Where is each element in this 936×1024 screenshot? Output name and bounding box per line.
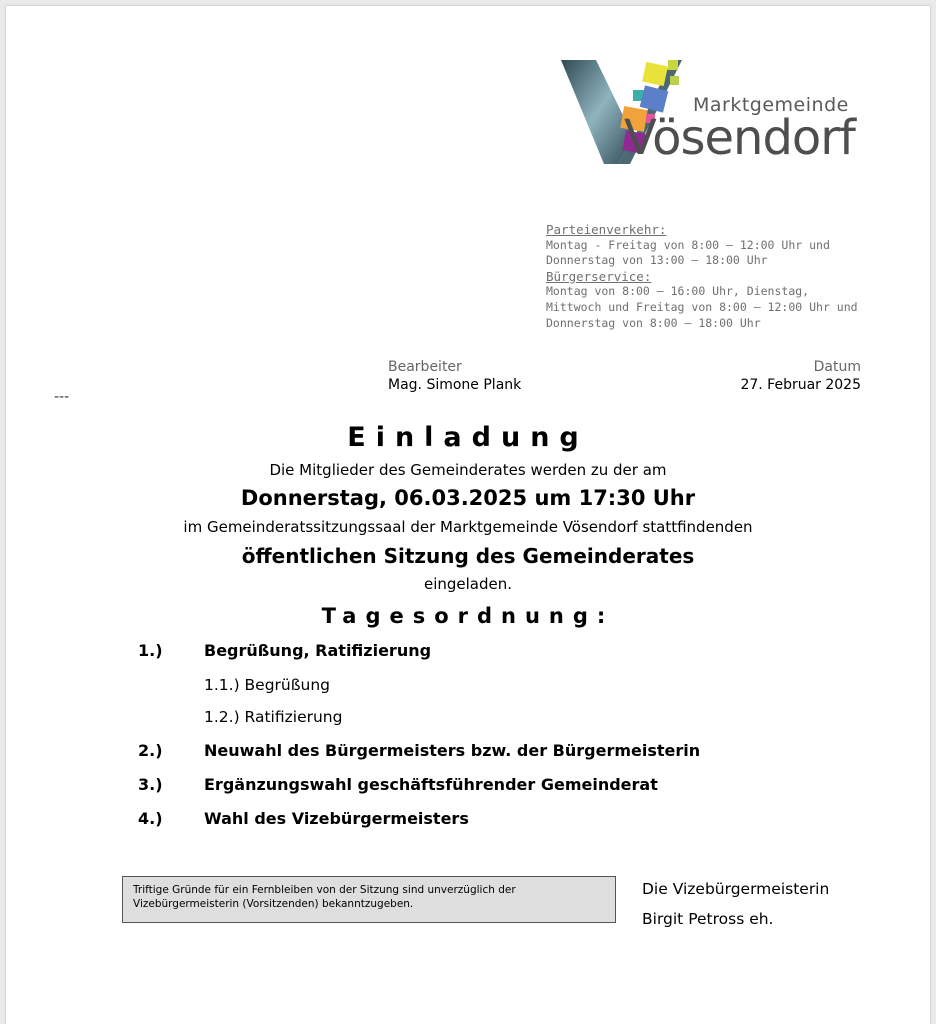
agenda-item-number: 2.)	[138, 741, 163, 760]
session-date-time: Donnerstag, 06.03.2025 um 17:30 Uhr	[240, 486, 696, 510]
parteienverkehr-line: Donnerstag von 13:00 – 18:00 Uhr	[546, 253, 768, 268]
bearbeiter-label: Bearbeiter	[388, 359, 462, 375]
parteienverkehr-line: Montag - Freitag von 8:00 – 12:00 Uhr und	[546, 237, 830, 252]
signature-name: Birgit Petross eh.	[642, 910, 774, 928]
buergerservice-line: Montag von 8:00 – 16:00 Uhr, Dienstag,	[546, 284, 810, 299]
parteienverkehr-heading: Parteienverkehr:	[546, 222, 667, 237]
invitation-intro: Die Mitglieder des Gemeinderates werden zu der am	[269, 461, 667, 479]
signature-block	[642, 874, 829, 934]
notice-line: Triftige Gründe für ein Fernbleiben von der Sitzung sind unverzüglich der	[133, 884, 516, 896]
office-hours-block	[546, 222, 858, 331]
logo-municipality-label: Marktgemeinde	[693, 94, 849, 116]
agenda-subitem: 1.2.) Ratifizierung	[204, 708, 343, 726]
datum-value: 27. Februar 2025	[740, 377, 861, 393]
session-location: im Gemeinderatssitzungssaal der Marktgemeinde Vösendorf stattfindenden	[183, 518, 753, 536]
invitation-title: Einladung	[347, 422, 589, 453]
separator-dashes: ---	[54, 389, 70, 405]
agenda-item-label: Ergänzungswahl geschäftsführender Gemeinderat	[204, 775, 658, 794]
buergerservice-heading: Bürgerservice:	[546, 268, 652, 284]
agenda-item-number: 3.)	[138, 775, 163, 794]
agenda-item	[138, 809, 469, 828]
agenda-title: Tagesordnung:	[321, 604, 615, 628]
invitation-closing: eingeladen.	[423, 575, 513, 593]
datum-block	[740, 358, 861, 394]
datum-label: Datum	[813, 359, 861, 375]
agenda-item-label: Begrüßung, Ratifizierung	[204, 641, 432, 660]
bearbeiter-name: Mag. Simone Plank	[388, 377, 522, 393]
agenda-item-label: Wahl des Vizebürgermeisters	[204, 809, 469, 828]
signature-title: Die Vizebürgermeisterin	[642, 880, 830, 898]
agenda-item-label: Neuwahl des Bürgermeisters bzw. der Bürgermeisterin	[204, 741, 701, 760]
agenda-item	[138, 741, 700, 760]
notice-line: Vizebürgermeisterin (Vorsitzenden) bekanntzugeben.	[133, 897, 414, 910]
municipality-logo	[560, 56, 880, 171]
buergerservice-line: Donnerstag von 8:00 – 18:00 Uhr	[546, 315, 761, 330]
buergerservice-line: Mittwoch und Freitag von 8:00 – 12:00 Uhr und	[546, 299, 858, 314]
bearbeiter-block	[388, 358, 521, 394]
agenda-item	[138, 775, 658, 794]
agenda-item	[138, 641, 431, 660]
agenda-item-number: 4.)	[138, 809, 163, 828]
logo-town-name: Vösendorf	[624, 110, 855, 166]
agenda-subitem: 1.1.) Begrüßung	[204, 676, 331, 694]
absence-notice-box	[122, 876, 616, 923]
agenda-item-number: 1.)	[138, 641, 163, 660]
session-type: öffentlichen Sitzung des Gemeinderates	[241, 544, 695, 568]
